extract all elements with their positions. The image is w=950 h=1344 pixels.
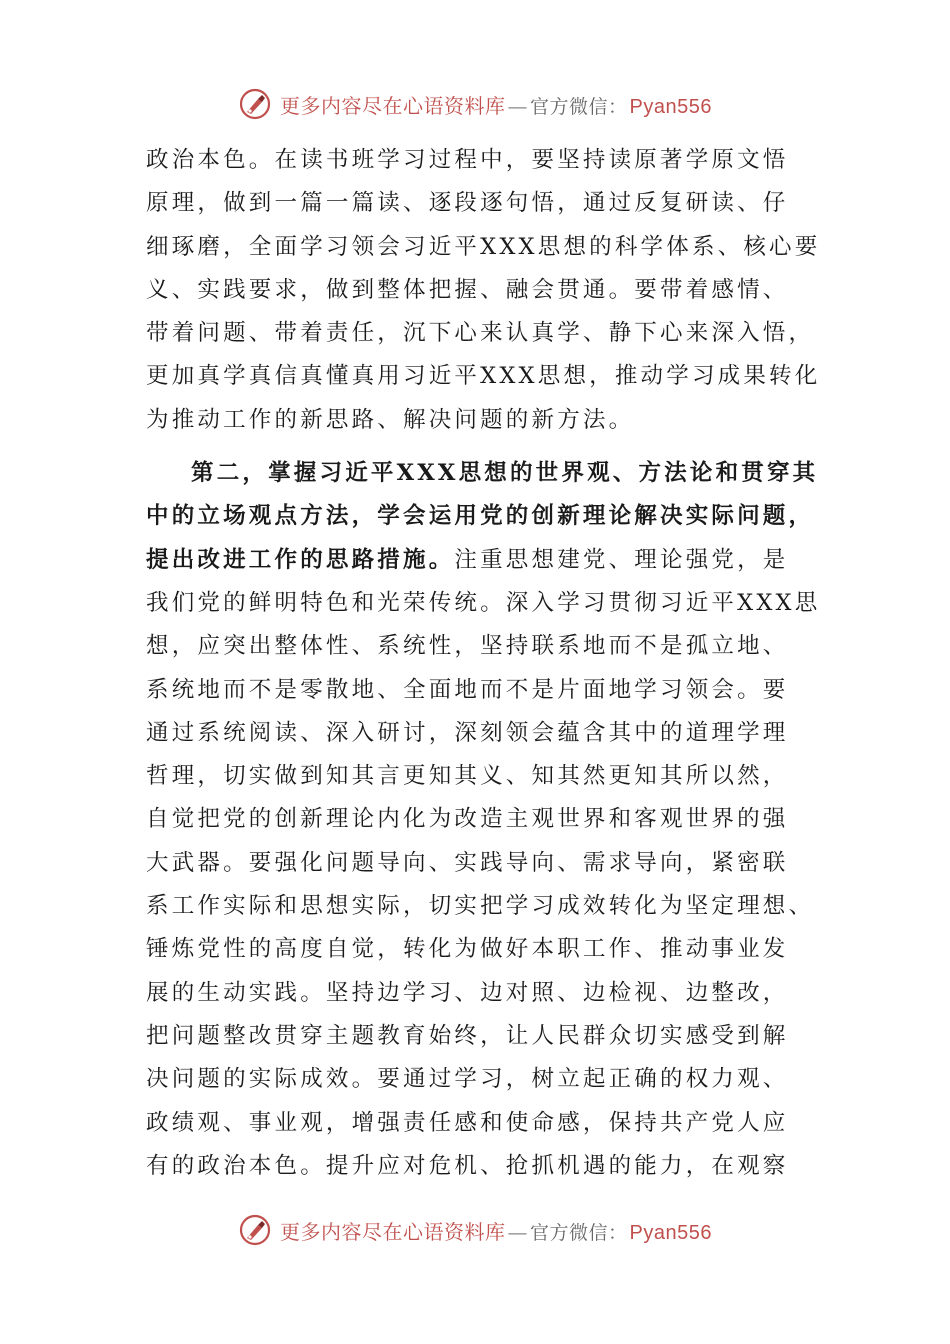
header-banner — [0, 84, 950, 124]
footer-banner-text — [280, 1216, 712, 1245]
paragraph-1-line: 细琢磨，全面学习领会习近平XXX思想的科学体系、核心要 — [146, 233, 821, 260]
paragraph-2-line: 把问题整改贯穿主题教育始终，让人民群众切实感受到解 — [146, 1022, 789, 1049]
paragraph-2-line: 展的生动实践。坚持边学习、边对照、边检视、边整改， — [146, 979, 789, 1006]
section-heading-line: 第二，掌握习近平XXX思想的世界观、方法论和贯穿其 — [191, 460, 819, 487]
banner-prefix: 更多内容尽在心语资料库 — [280, 1219, 506, 1244]
paragraph-1-line: 义、实践要求，做到整体把握、融会贯通。要带着感情、 — [146, 276, 789, 303]
paragraph-2-line: 自觉把党的创新理论内化为改造主观世界和客观世界的强 — [146, 806, 789, 833]
banner-label: 官方微信： — [530, 95, 628, 118]
banner-prefix: 更多内容尽在心语资料库 — [280, 93, 506, 118]
paragraph-2-line: 想，应突出整体性、系统性，坚持联系地而不是孤立地、 — [146, 633, 789, 660]
section-heading-final-line — [146, 539, 826, 582]
section-heading-line: 中的立场观点方法，学会运用党的创新理论解决实际问题， — [146, 503, 815, 530]
section-heading-end: 提出改进工作的思路措施。 — [146, 546, 455, 573]
paragraph-2-line: 哲理，切实做到知其言更知其义、知其然更知其所以然， — [146, 763, 789, 790]
paragraph-2-line: 我们党的鲜明特色和光荣传统。深入学习贯彻习近平XXX思 — [146, 589, 821, 616]
paragraph-2-line: 锤炼党性的高度自觉，转化为做好本职工作、推动事业发 — [146, 936, 789, 963]
paragraph-2-text: 注重思想建党、理论强党，是 — [454, 546, 789, 573]
header-banner-text — [280, 90, 712, 119]
banner-wechat-id: Pyan556 — [629, 1221, 712, 1244]
banner-dash: — — [507, 1219, 528, 1244]
document-body — [146, 139, 826, 1188]
paragraph-2-line: 系统地而不是零散地、全面地而不是片面地学习领会。要 — [146, 676, 789, 703]
paragraph-2-line: 大武器。要强化问题导向、实践导向、需求导向，紧密联 — [146, 849, 789, 876]
paragraph-2-line: 通过系统阅读、深入研讨，深刻领会蕴含其中的道理学理 — [146, 719, 789, 746]
paragraph-2-line: 决问题的实际成效。要通过学习，树立起正确的权力观、 — [146, 1066, 789, 1093]
footer-banner — [0, 1210, 950, 1250]
banner-dash: — — [507, 93, 528, 118]
paragraph-1-line: 更加真学真信真懂真用习近平XXX思想，推动学习成果转化 — [146, 363, 821, 390]
paragraph-1-line: 原理，做到一篇一篇读、逐段逐句悟，通过反复研读、仔 — [146, 190, 789, 217]
paragraph-2-line: 有的政治本色。提升应对危机、抢抓机遇的能力，在观察 — [146, 1152, 789, 1179]
paragraph-1-line: 带着问题、带着责任，沉下心来认真学、静下心来深入悟， — [146, 320, 815, 347]
paragraph-2-line: 政绩观、事业观，增强责任感和使命感，保持共产党人应 — [146, 1109, 789, 1136]
pen-nib-logo-icon — [238, 1213, 272, 1247]
paragraph-1-line: 为推动工作的新思路、解决问题的新方法。 — [146, 406, 635, 433]
paragraph-2-line: 系工作实际和思想实际，切实把学习成效转化为坚定理想、 — [146, 893, 815, 920]
banner-label: 官方微信： — [530, 1221, 628, 1244]
paragraph-1-line: 政治本色。在读书班学习过程中，要坚持读原著学原文悟 — [146, 147, 789, 173]
pen-nib-logo-icon — [238, 87, 272, 121]
banner-wechat-id: Pyan556 — [629, 95, 712, 118]
